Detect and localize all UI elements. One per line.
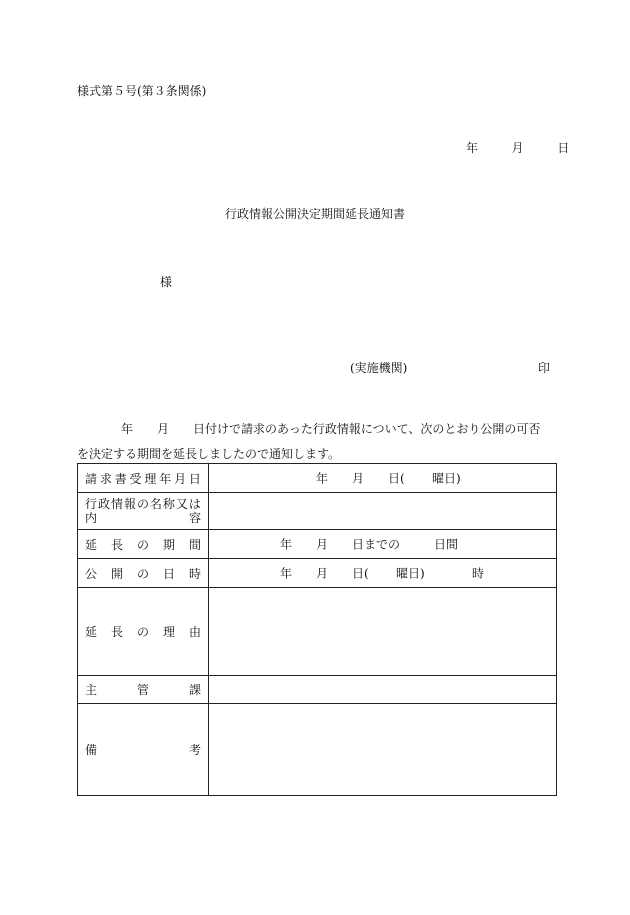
label-char: 延 (85, 537, 98, 552)
label-char: 備 (85, 743, 98, 757)
label-char: 容 (188, 511, 201, 525)
date-year: 年 (466, 141, 479, 155)
addressee-suffix: 様 (160, 275, 173, 289)
receipt-weekday: 曜日) (432, 471, 461, 486)
label-info-name-line2 (85, 511, 201, 525)
receipt-year: 年 (316, 471, 329, 486)
label-info-name-line1 (85, 497, 201, 511)
label-char: 内 (85, 511, 98, 525)
label-char: 書 (114, 471, 127, 486)
label-disclosure-datetime (85, 565, 201, 582)
label-char: 理 (162, 625, 175, 639)
value-info-name[interactable] (209, 493, 557, 530)
form-number: 様式第５号(第３条関係) (77, 84, 207, 98)
date-day: 日 (557, 141, 570, 155)
label-char: 称 (162, 497, 175, 511)
label-char: 受 (129, 471, 142, 486)
date-line (466, 142, 569, 154)
label-extension-period (85, 536, 201, 553)
label-char: 又 (175, 497, 188, 511)
label-char: の (136, 566, 149, 581)
disclosure-hour: 時 (472, 566, 485, 581)
label-char: 日 (162, 566, 175, 581)
label-char: 長 (110, 537, 123, 552)
notice-body-line2: を決定する期間を延長しましたので通知します。 (77, 447, 341, 461)
notice-table (77, 463, 557, 796)
label-reason (85, 623, 201, 640)
label-char: 課 (188, 683, 201, 697)
value-extension-period[interactable] (209, 530, 557, 559)
label-char: 期 (162, 537, 175, 552)
label-remarks (85, 741, 201, 758)
notice-body-line1: 年 月 日付けで請求のあった行政情報について、次のとおり公開の可否 (121, 422, 541, 436)
row-extension-period (78, 530, 557, 559)
extension-days: 日間 (434, 537, 459, 552)
disclosure-month: 月 (316, 566, 329, 581)
label-char: 月 (174, 471, 187, 486)
value-disclosure-datetime[interactable] (209, 559, 557, 588)
value-remarks[interactable] (209, 704, 557, 796)
label-char: 由 (188, 625, 201, 639)
value-receipt-date[interactable] (209, 464, 557, 493)
row-remarks (78, 704, 557, 796)
extension-year: 年 (280, 537, 293, 552)
date-month: 月 (511, 141, 524, 155)
row-disclosure-datetime (78, 559, 557, 588)
notice-body (77, 417, 553, 467)
label-char: の (136, 625, 149, 639)
disclosure-day: 日( (352, 566, 369, 581)
receipt-month: 月 (352, 471, 365, 486)
label-char: 情 (110, 497, 123, 511)
label-receipt-date (85, 470, 201, 487)
row-receipt-date (78, 464, 557, 493)
label-char: 年 (159, 471, 172, 486)
extension-until: 日までの (352, 537, 401, 552)
value-department[interactable] (209, 676, 557, 704)
row-department (78, 676, 557, 704)
receipt-day: 日( (388, 471, 405, 486)
label-char: 考 (188, 743, 201, 757)
label-char: 報 (123, 497, 136, 511)
label-char: の (136, 497, 149, 511)
label-char: 公 (85, 566, 98, 581)
label-char: 名 (149, 497, 162, 511)
label-char: の (136, 537, 149, 552)
label-char: 延 (85, 625, 98, 639)
label-char: 管 (136, 683, 149, 697)
label-char: 行 (85, 497, 98, 511)
agency-label: (実施機関) (350, 361, 408, 375)
row-info-name (78, 493, 557, 530)
value-reason[interactable] (209, 588, 557, 676)
row-reason (78, 588, 557, 676)
label-char: 求 (99, 471, 112, 486)
seal-mark: 印 (538, 361, 551, 375)
disclosure-year: 年 (280, 566, 293, 581)
label-char: 主 (85, 683, 98, 697)
label-char: 間 (188, 537, 201, 552)
disclosure-weekday: 曜日) (396, 566, 425, 581)
label-char: は (188, 497, 201, 511)
extension-month: 月 (316, 537, 329, 552)
document-title: 行政情報公開決定期間延長通知書 (224, 207, 405, 221)
label-char: 理 (144, 471, 157, 486)
label-department (85, 681, 201, 698)
label-char: 開 (110, 566, 123, 581)
label-char: 長 (110, 625, 123, 639)
label-char: 政 (97, 497, 110, 511)
label-char: 時 (188, 566, 201, 581)
label-char: 日 (188, 471, 201, 486)
label-char: 請 (85, 471, 98, 486)
